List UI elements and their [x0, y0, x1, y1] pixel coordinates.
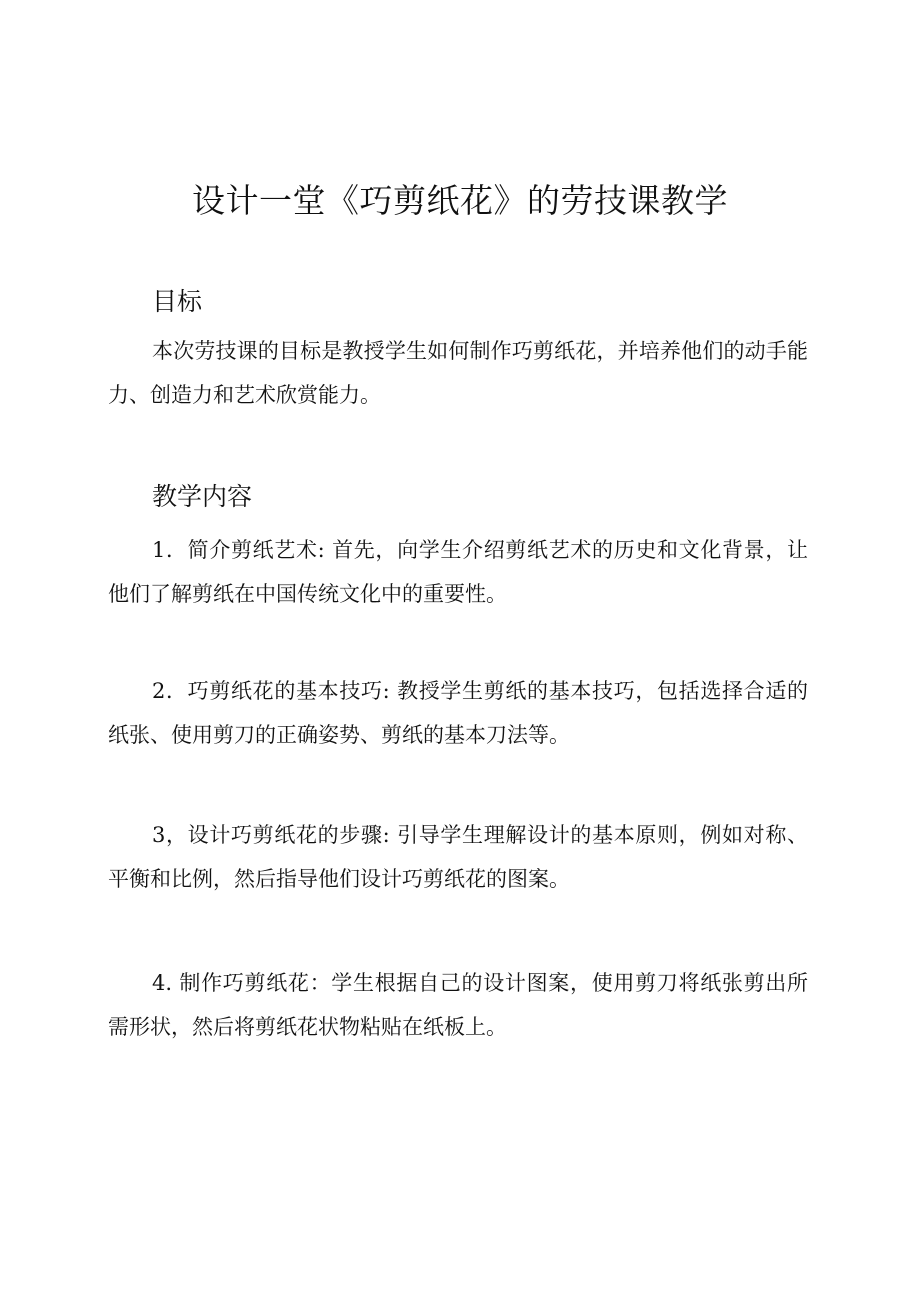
paragraph-goal: 本次劳技课的目标是教授学生如何制作巧剪纸花，并培养他们的动手能力、创造力和艺术欣赏能力。: [108, 339, 808, 407]
section-heading-goal: 目标: [152, 287, 203, 316]
paragraph-content-4: 4. 制作巧剪纸花：学生根据自己的设计图案，使用剪刀将纸张剪出所需形状，然后将剪纸花状物粘贴在纸板上。: [108, 971, 808, 1039]
section-heading-content: 教学内容: [152, 482, 253, 511]
paragraph-content-3: 3，设计巧剪纸花的步骤: 引导学生理解设计的基本原则，例如对称、平衡和比例，然后指导他们设计巧剪纸花的图案。: [108, 823, 808, 891]
document-title: 设计一堂《巧剪纸花》的劳技课教学: [192, 181, 728, 220]
paragraph-content-2: 2．巧剪纸花的基本技巧: 教授学生剪纸的基本技巧，包括选择合适的纸张、使用剪刀的正确姿势、剪纸的基本刀法等。: [108, 679, 808, 747]
paragraph-content-1: 1．简介剪纸艺术: 首先，向学生介绍剪纸艺术的历史和文化背景，让他们了解剪纸在中国传统文化中的重要性。: [108, 538, 808, 606]
